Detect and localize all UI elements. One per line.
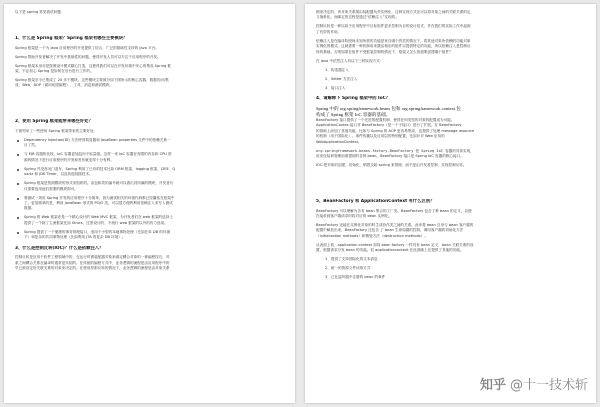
intro-text: 以下是 spring 常见面试问题： bbox=[15, 10, 65, 14]
q2-bullet-7-line-2: 下）和复杂的共同事物处理（比如利用 JTA 的复杂 DB 环境）。 bbox=[24, 235, 126, 240]
q3-continuation bbox=[316, 10, 585, 64]
q1-paragraph-3-line-1: Spring 框架本身亦是按照设计模式精心打造，这使得我们可以在开发环境中安心的集成 Spring 框 bbox=[15, 63, 171, 68]
injection-type-1: 1、构造器注入 bbox=[325, 67, 349, 72]
q2-bullet-7-line-1: Spring 提供了一个便捷的事务管理接口，适用于小型的本地事物处理（比如在单 DB 的环境 bbox=[24, 229, 171, 234]
q5-p2-line-3: （initialization methods）和销毁方法（destruction methods）。 bbox=[316, 233, 428, 238]
q4-big-line-1: Spring 中的 org.springframework.beans 包和 org.springframework.context 包 bbox=[316, 105, 461, 111]
injection-type-3: 3、接口注入 bbox=[325, 85, 346, 90]
q5-p1-line-2: 在接收到客户端请求时将对应的 bean 实例化。 bbox=[316, 214, 392, 219]
q5-p1-line-1: BeanFactory 可以理解为含有 bean 集合的工厂类。BeanFactory 包含了种 bean 的定义，以便 bbox=[316, 208, 472, 213]
q2-bullet-6-line-1: Spring 的 Web 框架亦是一个精心设计的 Web MVC 框架，为开发者们在 web 框架的选择上 bbox=[24, 215, 173, 220]
q2-bullet-3-line-1: Spring 并没有闭门造车，Spring 利用了已有的技术比如 ORM 框架、logging 框架、J2EE、Q bbox=[24, 166, 176, 171]
q1-paragraph-3 bbox=[15, 64, 284, 75]
q2-bullet-6-line-2: 提供了一个除了主流框架比如 Struts、过度设计的、不流行 web 框架的以外的有力选项。 bbox=[24, 220, 168, 225]
q3-line-3: 早已被设定好关联关系的对象来决定的。在使用控制反转的情况下，业务逻辑的流程是由对象关系 bbox=[15, 266, 170, 271]
question-3-heading: 3、什么是控制反转(IOC)？什么是依赖注入？ bbox=[15, 245, 104, 251]
q2-bullet-5-line-2: 了。更加简单的是，利用 JavaBean 形式的 POJO 类，可以很方便的利用依赖注入来写入测试 bbox=[24, 201, 173, 206]
q1-paragraph-1: Spring 框架是一个为 Java 应用程序的开发提供了综合、广泛的基础性支持的 Java 平台。 bbox=[15, 45, 159, 50]
q4-line-4: 的机制（用于国际化）、事件传播以及应用层的特别配置，比如针对 Web 应用的 bbox=[316, 134, 445, 139]
q4-line-8: IOC:把对象的创建、初始化、销毁交给 spring 来管理，而不是由开发者控制，实现控制反转。 bbox=[316, 163, 467, 168]
injection-type-2: 2、Setter 方法注入 bbox=[325, 76, 358, 81]
q2-bullet-4 bbox=[15, 181, 284, 192]
q4-line-6: org.springframework.beans.factory.BeanFactory 是 Spring IoC 容器的具体实现， bbox=[316, 148, 474, 153]
q5-p3-line-1: 从表面上看，application context 如同 bean factory 一样具有 bean 定义、bean 关联关系的设 bbox=[316, 242, 474, 247]
question-1-heading: 1、什么是 Spring 框架？Spring 框架有哪些主要模块？ bbox=[15, 36, 128, 41]
q2-bullet-6 bbox=[15, 215, 284, 226]
q2-bullet-1 bbox=[15, 138, 284, 149]
q3-cont-line-7: 转的基础。否则如果在组件不受框架控制的情况下，框架又怎么知道要创建哪个组件？ bbox=[316, 49, 453, 54]
q3-cont-line-3: 控制反转是一种以给予应用程序中目标组件更多控制为目的设计范式，并在我们的实际工作中起到 bbox=[316, 24, 471, 29]
q2-bullet-1-line-2: 目了然。 bbox=[24, 143, 39, 148]
q5-paragraph-3 bbox=[316, 243, 585, 254]
q4-line-7: 用来包装和管理前面提到的各种 bean。BeanFactory 接口是 Spring IoC 容器的核心接口。 bbox=[316, 154, 464, 159]
q2-bullet-5-line-3: 数据。 bbox=[24, 206, 35, 211]
q5-paragraph-1 bbox=[316, 209, 585, 220]
question-2-heading: 2、使用 Spring 框架能带来哪些好处？ bbox=[15, 119, 93, 125]
q1-paragraph-4-line-2: 成、Web、AOP（面向切面编程）、工具、消息和测试模块。 bbox=[15, 83, 113, 88]
q5-list-item-3: 3、已在监听器中注册的 bean 的事件 bbox=[325, 275, 386, 280]
q2-bullet-2-line-1: 与 EJB 容器相比较，IoC 容器更加趋向于轻量级。这样一来 IoC 容器在有限的内存和 CPU 资 bbox=[24, 152, 172, 157]
q2-bullet-1-line-1: Dependency Injection(DI) 方法使得构造器和 JavaBean properties 文件中的依赖关系一 bbox=[24, 138, 171, 142]
q3-cont-line-5: 依赖注入是在编译阶段尚未知所需的功能是来自哪个的类的情况下，将其他对象所依赖的功能对象 bbox=[316, 38, 471, 43]
q3-line-1: 控制反转是应用于软件工程领域中的，在运行时被装配器对象来绑定耦合对象的一种编程技巧，对 bbox=[15, 255, 170, 260]
q3-cont-line-8: 在 Java 中依然注入有以下三种实现方式： bbox=[316, 58, 384, 63]
q4-line-2: ApplicationContex 接口对 BeanFactory（是一个子接口）进行了扩展，在 BeanFactory bbox=[316, 123, 462, 128]
q5-list-item-2: 2、统一的资源文件读取方式 bbox=[325, 266, 371, 271]
q4-line-1: BeanFactory 接口提供了一个先进的配置机制，使得任何类型的对象的配置成为可能。 bbox=[316, 118, 455, 123]
q1-paragraph-3-line-2: 架，不必担心 Spring 是如何在后台进行工作的。 bbox=[15, 69, 94, 73]
q3-line-2: 象之间耦合关系在编译时通常是未知的。在传统的编程方式中，业务逻辑的流程是由应用程序中的 bbox=[15, 260, 170, 265]
q4-line-3: 的基础上添加了其他功能，比如与 Spring 的 AOP 更容易集成，也提供了处理 message resource bbox=[316, 128, 475, 133]
question-4-heading: 4、请解释下 Spring 框架中的 IoC？ bbox=[316, 96, 391, 102]
zhihu-watermark bbox=[480, 374, 588, 393]
q2-bullet-3 bbox=[15, 167, 284, 178]
watermark-author: @十一技术斩 bbox=[509, 378, 588, 393]
q5-list-item-1: 1、提供了支持国际化的文本消息 bbox=[325, 257, 378, 262]
q2-bullet-4-line-2: 仅需要选用他们需要的模块即可。 bbox=[24, 186, 78, 191]
document-page-left bbox=[4, 4, 295, 403]
q5-p2-line-2: 配置中解放出来。BeanFactory 还包含 了 bean 生命周期的控制，调用客户端的初始化方法 bbox=[316, 228, 464, 233]
q2-bullet-2-line-2: 源的情况下进行应用程序的开发和发布就变得十分有利。 bbox=[24, 157, 114, 162]
q1-paragraph-4 bbox=[15, 78, 284, 89]
q2-intro: 下面列举了一些使用 Spring 框架带来的主要好处： bbox=[15, 129, 98, 133]
q3-cont-line-4: 了有效的作用。 bbox=[316, 29, 342, 34]
q1-paragraph-2: Spring 帮助开发者解决了开发中基础性的问题，使得开发人员可以专注于应用程序的开发。 bbox=[15, 54, 161, 59]
q3-cont-line-1: 图来决定的，该对象关系图由装配器负责实例化，这种实现方式还可以将对象之间的关联关系的定 bbox=[316, 10, 471, 14]
q3-cont-line-6: 实例化的模式。这就需要一种机制用来激活相应的组件以提供特定的功能，所以依赖注入是控制反 bbox=[316, 44, 471, 49]
q4-big-line-2: 构成了 Spring 框架 IoC 容器的基础。 bbox=[316, 111, 391, 117]
q4-line-5: WebApplicationContext。 bbox=[316, 139, 362, 144]
document-page-right bbox=[305, 4, 596, 403]
q2-bullet-4-line-1: Spring 框架是按照模块的形式来组织的。由包和类的编号就可以看出其所属的模块，开发者仅 bbox=[24, 181, 174, 186]
q1-paragraph-4-line-1: Spring 框架至今已集成了 20 多个模块。这些模块主要被分如下图所示的核心容器、数据访问/集 bbox=[15, 78, 169, 82]
q3-cont-line-2: 义抽象化。而绑定的过程是通过“依赖注入”实现的。 bbox=[316, 15, 399, 20]
question-5-heading: 5、BeanFactory 和 ApplicationContext 有什么区别？ bbox=[316, 199, 435, 205]
q5-paragraph-2 bbox=[316, 223, 585, 239]
q2-bullet-2 bbox=[15, 152, 284, 163]
q2-bullet-3-line-2: uartz 和 JDK Timer，以及其他视图技术。 bbox=[24, 172, 93, 177]
q2-bullet-7 bbox=[15, 230, 284, 241]
q5-p3-line-2: 置，根据请求分发 bean 的功能。但 applicationcontext 在此基础上还提供了其他的功能。 bbox=[316, 248, 464, 253]
q2-bullet-5-line-1: 要测试一项用 Spring 开发的应用程序十分简单，因为测试相关的环境代码都已经囊括在框架中 bbox=[24, 195, 175, 200]
zhihu-logo-text: 知乎 bbox=[479, 378, 506, 393]
q2-bullet-5 bbox=[15, 196, 284, 212]
q5-p2-line-1: BeanFactory 还能在实例化对象的时生成协作类之间的关系。此举将 bean 自身与 bean 客户端的 bbox=[316, 223, 474, 228]
